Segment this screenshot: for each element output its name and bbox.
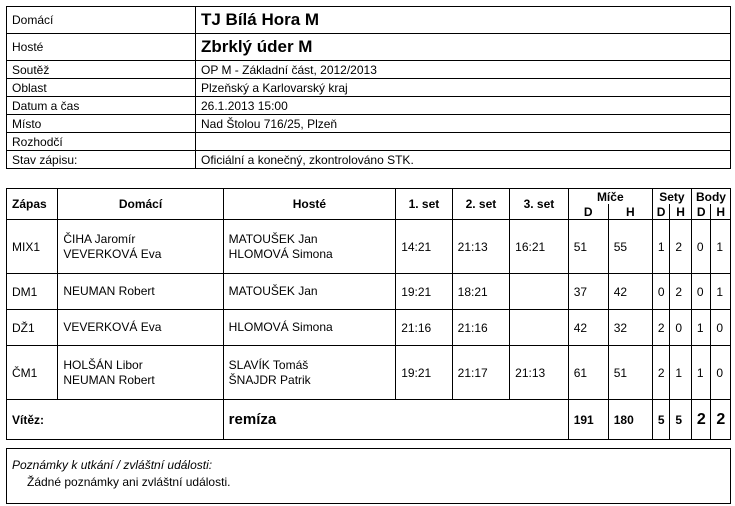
match-code: DŽ1 [7, 310, 58, 346]
guest-players [223, 274, 396, 310]
header-points-h: H [711, 204, 731, 220]
sets-h: 1 [670, 346, 692, 400]
sets-d: 1 [652, 220, 669, 274]
winner-label: Vítěz: [7, 400, 224, 440]
set1-score: 19:21 [396, 346, 452, 400]
competition-label: Soutěž [7, 61, 196, 79]
set1-score: 14:21 [396, 220, 452, 274]
balls-h: 51 [608, 346, 652, 400]
points-d: 0 [691, 220, 711, 274]
guest-players [223, 346, 396, 400]
balls-d: 61 [568, 346, 608, 400]
points-h: 0 [711, 310, 731, 346]
notes-box [6, 448, 731, 504]
referee-label: Rozhodčí [7, 133, 196, 151]
set2-score: 21:13 [452, 220, 510, 274]
home-players [58, 220, 223, 274]
matches-table [6, 188, 731, 440]
header-balls: Míče [568, 189, 652, 205]
set3-score: 16:21 [510, 220, 569, 274]
set1-score: 19:21 [396, 274, 452, 310]
header-match: Zápas [7, 189, 58, 220]
guest-players [223, 220, 396, 274]
header-points: Body [691, 189, 730, 205]
venue-value: Nad Štolou 716/25, Plzeň [196, 115, 731, 133]
match-code: MIX1 [7, 220, 58, 274]
header-set1: 1. set [396, 189, 452, 220]
header-guest: Hosté [223, 189, 396, 220]
set2-score: 21:16 [452, 310, 510, 346]
points-d: 1 [691, 310, 711, 346]
points-h: 0 [711, 346, 731, 400]
player-name: NEUMAN Robert [63, 372, 155, 387]
home-team: TJ Bílá Hora M [196, 7, 731, 34]
guest-label: Hosté [7, 34, 196, 61]
guest-team: Zbrklý úder M [196, 34, 731, 61]
balls-h: 55 [608, 220, 652, 274]
player-name: SLAVÍK Tomáš [228, 357, 309, 372]
region-value: Plzeňský a Karlovarský kraj [196, 79, 731, 97]
points-d: 0 [691, 274, 711, 310]
winner-row [7, 400, 731, 440]
match-code: ČM1 [7, 346, 58, 400]
datetime-label: Datum a čas [7, 97, 196, 115]
set2-score: 21:17 [452, 346, 510, 400]
player-name: MATOUŠEK Jan [228, 284, 318, 298]
header-points-d: D [691, 204, 711, 220]
table-row [7, 346, 731, 400]
header-set2: 2. set [452, 189, 510, 220]
header-balls-d: D [568, 204, 608, 220]
player-name: HLOMOVÁ Simona [228, 320, 333, 334]
sets-h: 2 [670, 220, 692, 274]
status-value: Oficiální a konečný, zkontrolováno STK. [196, 151, 731, 169]
header-sets-d: D [652, 204, 669, 220]
sets-h: 2 [670, 274, 692, 310]
region-label: Oblast [7, 79, 196, 97]
sets-h: 0 [670, 310, 692, 346]
points-h: 1 [711, 274, 731, 310]
balls-d: 51 [568, 220, 608, 274]
sets-d: 0 [652, 274, 669, 310]
player-name: ČIHA Jaromír [63, 231, 136, 246]
table-row [7, 310, 731, 346]
set2-score: 18:21 [452, 274, 510, 310]
table-row [7, 220, 731, 274]
total-points-h: 2 [711, 400, 731, 440]
total-sets-h: 5 [670, 400, 692, 440]
home-players [58, 346, 223, 400]
header-sets: Sety [652, 189, 691, 205]
set3-score [510, 274, 569, 310]
header-balls-h: H [608, 204, 652, 220]
points-h: 1 [711, 220, 731, 274]
referee-value [196, 133, 731, 151]
header-home: Domácí [58, 189, 223, 220]
guest-players [223, 310, 396, 346]
total-sets-d: 5 [652, 400, 669, 440]
notes-title: Poznámky k utkání / zvláštní události: [12, 458, 213, 472]
balls-d: 42 [568, 310, 608, 346]
table-row [7, 274, 731, 310]
set3-score [510, 310, 569, 346]
set3-score: 21:13 [510, 346, 569, 400]
notes-value: Žádné poznámky ani zvláštní události. [27, 475, 231, 489]
player-name: HLOMOVÁ Simona [228, 246, 333, 261]
competition-value: OP M - Základní část, 2012/2013 [196, 61, 731, 79]
player-name: VEVERKOVÁ Eva [63, 320, 162, 334]
player-name: MATOUŠEK Jan [228, 231, 318, 246]
balls-h: 32 [608, 310, 652, 346]
match-code: DM1 [7, 274, 58, 310]
datetime-value: 26.1.2013 15:00 [196, 97, 731, 115]
total-points-d: 2 [691, 400, 711, 440]
venue-label: Místo [7, 115, 196, 133]
set1-score: 21:16 [396, 310, 452, 346]
player-name: HOLŠÁN Libor [63, 357, 143, 372]
balls-h: 42 [608, 274, 652, 310]
sets-d: 2 [652, 346, 669, 400]
total-balls-d: 191 [568, 400, 608, 440]
match-info-table [6, 6, 731, 169]
home-label: Domácí [7, 7, 196, 34]
player-name: VEVERKOVÁ Eva [63, 246, 162, 261]
status-label: Stav zápisu: [7, 151, 196, 169]
winner-value: remíza [223, 400, 568, 440]
points-d: 1 [691, 346, 711, 400]
player-name: ŠNAJDR Patrik [228, 372, 311, 387]
balls-d: 37 [568, 274, 608, 310]
home-players [58, 310, 223, 346]
header-sets-h: H [670, 204, 692, 220]
total-balls-h: 180 [608, 400, 652, 440]
player-name: NEUMAN Robert [63, 284, 155, 298]
sets-d: 2 [652, 310, 669, 346]
header-set3: 3. set [510, 189, 569, 220]
home-players [58, 274, 223, 310]
